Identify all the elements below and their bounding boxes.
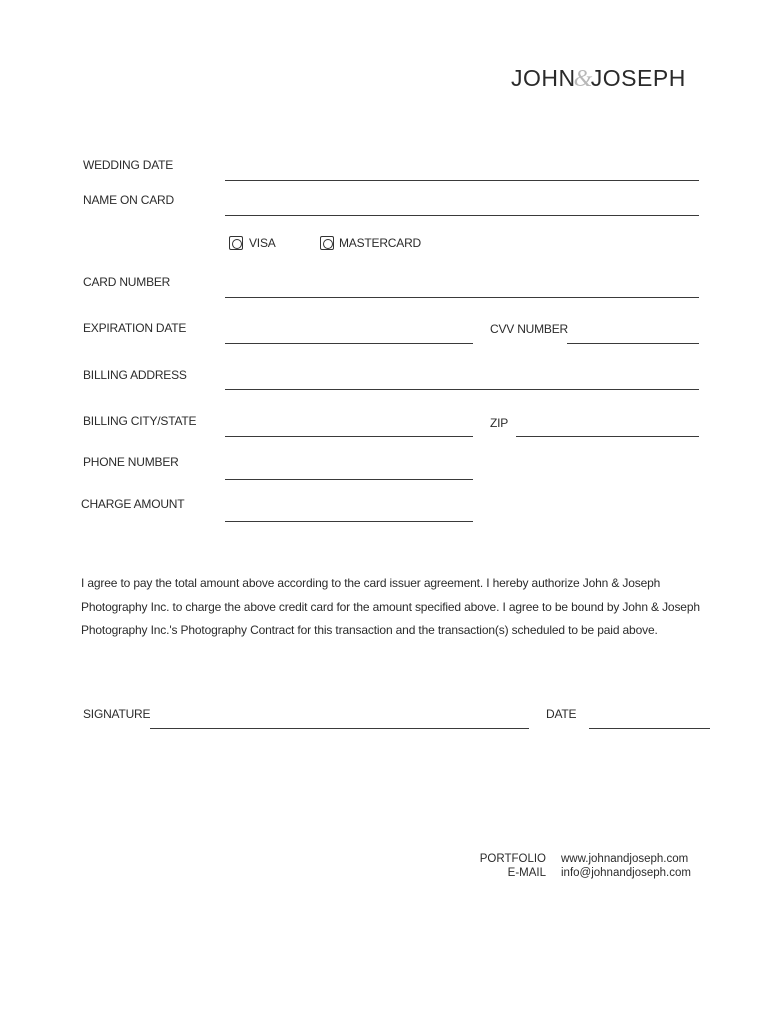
date-label: DATE: [546, 707, 577, 721]
phone-number-field[interactable]: [225, 479, 473, 480]
cvv-number-label: CVV NUMBER: [490, 322, 569, 336]
date-field[interactable]: [589, 728, 710, 729]
agreement-line: Photography Inc. to charge the above credit card for the amount specified above. I agree to be bound by John & Joseph: [81, 599, 700, 614]
logo-text-john: JOHN: [511, 65, 576, 91]
agreement-line: Photography Inc.'s Photography Contract for this transaction and the transaction(s) scheduled to be paid above.: [81, 623, 658, 637]
billing-address-field[interactable]: [225, 389, 699, 390]
phone-number-label: PHONE NUMBER: [83, 455, 179, 469]
logo-text-joseph: JOSEPH: [590, 65, 686, 91]
zip-field[interactable]: [516, 436, 699, 437]
name-on-card-label: NAME ON CARD: [83, 193, 174, 207]
charge-amount-label: CHARGE AMOUNT: [81, 497, 185, 511]
agreement-text: [81, 572, 721, 643]
email-label: E-MAIL: [507, 867, 546, 879]
mastercard-radio[interactable]: [320, 236, 334, 250]
brand-logo: [511, 64, 689, 92]
wedding-date-label: WEDDING DATE: [83, 158, 174, 172]
charge-amount-field[interactable]: [225, 521, 473, 522]
signature-field[interactable]: [150, 728, 529, 729]
card-number-field[interactable]: [225, 297, 699, 298]
portfolio-label: PORTFOLIO: [479, 853, 546, 865]
billing-city-state-field[interactable]: [225, 436, 473, 437]
expiration-date-label: EXPIRATION DATE: [83, 321, 187, 335]
name-on-card-field[interactable]: [225, 215, 699, 216]
cvv-number-field[interactable]: [567, 343, 699, 344]
billing-address-label: BILLING ADDRESS: [83, 368, 187, 382]
portfolio-link[interactable]: www.johnandjoseph.com: [561, 853, 689, 865]
mastercard-label: MASTERCARD: [339, 236, 422, 250]
card-number-label: CARD NUMBER: [83, 275, 171, 289]
visa-radio[interactable]: [229, 236, 243, 250]
expiration-date-field[interactable]: [225, 343, 473, 344]
zip-label: ZIP: [490, 416, 509, 430]
signature-label: SIGNATURE: [83, 707, 151, 721]
agreement-line: I agree to pay the total amount above according to the card issuer agreement. I hereby authorize John & Joseph: [81, 576, 661, 590]
wedding-date-field[interactable]: [225, 180, 699, 181]
logo-ampersand: &: [573, 66, 593, 92]
billing-city-state-label: BILLING CITY/STATE: [83, 414, 197, 428]
visa-label: VISA: [249, 236, 276, 250]
email-link[interactable]: info@johnandjoseph.com: [561, 867, 691, 879]
